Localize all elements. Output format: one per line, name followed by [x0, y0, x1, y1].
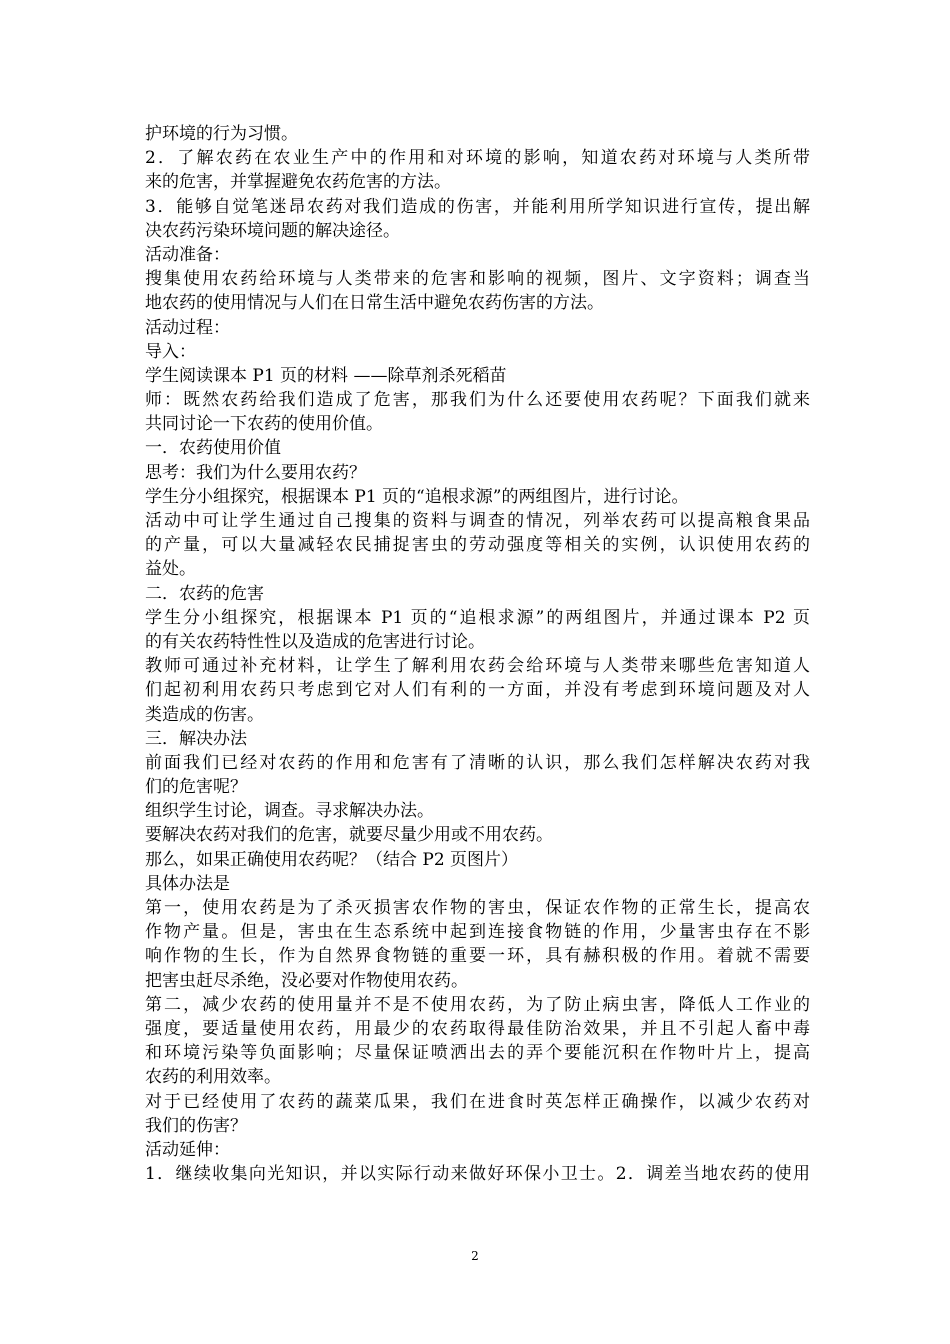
text-line: 导入：: [145, 341, 196, 362]
text-line: 师：既然农药给我们造成了危害，那我们为什么还要使用农药呢？下面我们就来: [145, 390, 810, 411]
text-line: 思考：我们为什么要用农药？: [145, 462, 366, 483]
text-line: 组织学生讨论，调查。寻求解决办法。: [145, 801, 434, 822]
text-line: 一．农药使用价值: [145, 438, 281, 459]
text-line: 的有关农药特性性以及造成的危害进行讨论。: [145, 631, 485, 652]
text-line: 和环境污染等负面影响；尽量保证喷洒出去的弄个要能沉积在作物叶片上，提高: [145, 1043, 810, 1064]
text-line: 对于已经使用了农药的蔬菜瓜果，我们在进食时英怎样正确操作，以减少农药对: [145, 1091, 810, 1112]
text-line: 第一，使用农药是为了杀灭损害农作物的害虫，保证农作物的正常生长，提高农: [145, 898, 810, 918]
text-line: 把害虫赶尽杀绝，没必要对作物使用农药。: [145, 970, 468, 991]
text-line: 2．了解农药在农业生产中的作用和对环境的影响，知道农药对环境与人类所带: [145, 148, 810, 169]
text-line: 学生分小组探究，根据课本 P1 页的“追根求源”的两组图片，进行讨论。: [145, 486, 689, 507]
text-line: 作物产量。但是，害虫在生态系统中起到连接食物链的作用，少量害虫存在不影: [145, 922, 810, 943]
text-line: 学生分小组探究，根据课本 P1 页的“追根求源”的两组图片，并通过课本 P2 页: [145, 607, 810, 628]
text-line: 活动准备：: [145, 244, 230, 265]
text-line: 决农药污染环境问题的解决途径。: [145, 220, 400, 241]
text-line: 共同讨论一下农药的使用价值。: [145, 414, 383, 435]
text-line: 那么，如果正确使用农药呢？（结合 P2 页图片）: [145, 849, 519, 870]
text-line: 活动延伸：: [145, 1139, 230, 1160]
text-line: 二．农药的危害: [145, 583, 264, 604]
text-line: 强度，要适量使用农药，用最少的农药取得最佳防治效果，并且不引起人畜中毒: [145, 1018, 810, 1039]
text-line: 3．能够自觉笔迷昂农药对我们造成的伤害，并能利用所学知识进行宣传，提出解: [145, 196, 810, 217]
text-line: 来的危害，并掌握避免农药危害的方法。: [145, 172, 451, 193]
text-line: 地农药的使用情况与人们在日常生活中避免农药伤害的方法。: [145, 293, 604, 314]
text-line: 第二，减少农药的使用量并不是不使用农药，为了防止病虫害，降低人工作业的: [145, 994, 810, 1015]
text-line: 1．继续收集向光知识，并以实际行动来做好环保小卫士。2．调差当地农药的使用: [145, 1164, 810, 1185]
text-line: 前面我们已经对农药的作用和危害有了清晰的认识，那么我们怎样解决农药对我: [145, 752, 810, 773]
text-line: 学生阅读课本 P1 页的材料 ——除草剂杀死稻苗: [145, 365, 507, 386]
text-line: 要解决农药对我们的危害，就要尽量少用或不用农药。: [145, 825, 553, 846]
text-line: 教师可通过补充材料，让学生了解利用农药会给环境与人类带来哪些危害知道人: [145, 656, 810, 677]
text-line: 响作物的生长，作为自然界食物链的重要一环，具有赫积极的作用。着就不需要: [145, 946, 810, 967]
text-line: 们起初利用农药只考虑到它对人们有利的一方面，并没有考虑到环境问题及对人: [145, 680, 810, 701]
text-line: 的产量，可以大量减轻农民捕捉害虫的劳动强度等相关的实例，认识使用农药的: [145, 535, 810, 556]
text-line: 活动过程：: [145, 317, 230, 338]
text-line: 农药的利用效率。: [145, 1067, 281, 1088]
text-line: 具体办法是: [145, 873, 230, 894]
document-body: [145, 122, 810, 1186]
text-line: 护环境的行为习惯。: [145, 124, 298, 144]
text-line: 三．解决办法: [145, 728, 247, 749]
text-line: 类造成的伤害。: [145, 704, 264, 725]
text-line: 我们的伤害？: [145, 1115, 247, 1136]
text-line: 们的危害呢？: [145, 777, 247, 798]
page-number: 2: [471, 1249, 479, 1263]
text-line: 搜集使用农药给环境与人类带来的危害和影响的视频，图片、文字资料；调查当: [145, 269, 810, 290]
text-line: 活动中可让学生通过自己搜集的资料与调查的情况，列举农药可以提高粮食果品: [145, 511, 810, 531]
text-line: 益处。: [145, 559, 196, 580]
